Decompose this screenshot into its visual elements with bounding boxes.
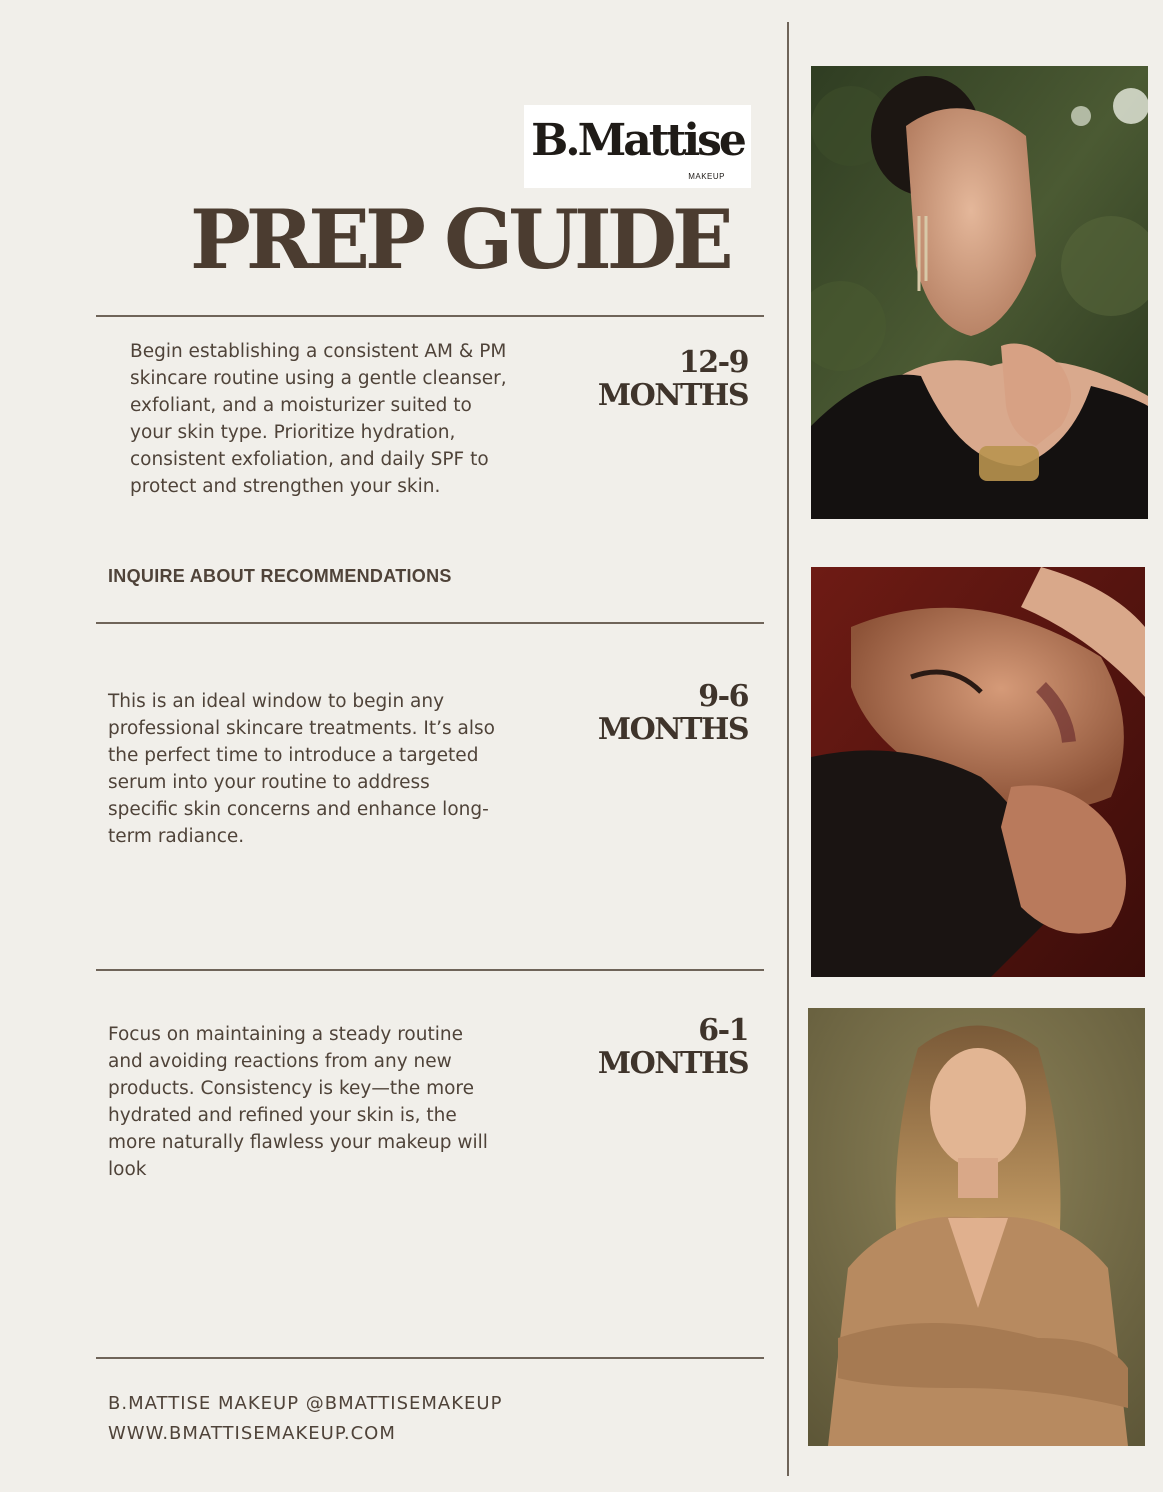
- section-divider-2: [96, 622, 764, 624]
- section-3-period-unit: MONTHS: [597, 1046, 748, 1081]
- section-1-text: Begin establishing a consistent AM & PM skincare routine using a gentle cleanser, exfoliant, and a moisturizer suited to your skin type. Prioritize hydration, consistent exfoliation, and daily SPF to protect and strengthen your skin.: [130, 341, 507, 498]
- brand-logo: [524, 105, 751, 188]
- section-2-period-range: 9-6: [698, 679, 748, 714]
- vertical-divider: [787, 22, 789, 1476]
- section-3-period: [560, 1014, 748, 1080]
- portrait-photo-3: [808, 1008, 1145, 1446]
- inquire-recommendations-link[interactable]: INQUIRE ABOUT RECOMMENDATIONS: [108, 566, 452, 586]
- section-2-period: [560, 680, 748, 746]
- section-divider-1: [96, 315, 764, 317]
- section-1-period: [560, 346, 748, 412]
- page-title: PREP GUIDE: [190, 193, 729, 288]
- logo-subtext: MAKEUP: [688, 172, 725, 181]
- section-2-text: This is an ideal window to begin any professional skincare treatments. It’s also the perfect time to introduce a targeted serum into your routine to address specific skin concerns and enhance long-term radiance.: [108, 691, 495, 848]
- section-divider-4: [96, 1357, 764, 1359]
- section-3-period-range: 6-1: [698, 1013, 748, 1048]
- section-1-period-unit: MONTHS: [597, 378, 748, 413]
- footer-handle: B.MATTISE MAKEUP @BMATTISEMAKEUP: [108, 1393, 503, 1414]
- section-1-period-range: 12-9: [678, 345, 748, 380]
- portrait-photo-1: [811, 66, 1148, 519]
- section-3-text: Focus on maintaining a steady routine and avoiding reactions from any new products. Consistency is key—the more hydrated and refined your skin is, the more naturally flawless your makeup will look: [108, 1024, 488, 1181]
- portrait-photo-2: [811, 567, 1145, 977]
- footer-website[interactable]: WWW.BMATTISEMAKEUP.COM: [108, 1423, 396, 1444]
- section-divider-3: [96, 969, 764, 971]
- section-2-period-unit: MONTHS: [597, 712, 748, 747]
- logo-wordmark: B.Mattise: [531, 115, 744, 166]
